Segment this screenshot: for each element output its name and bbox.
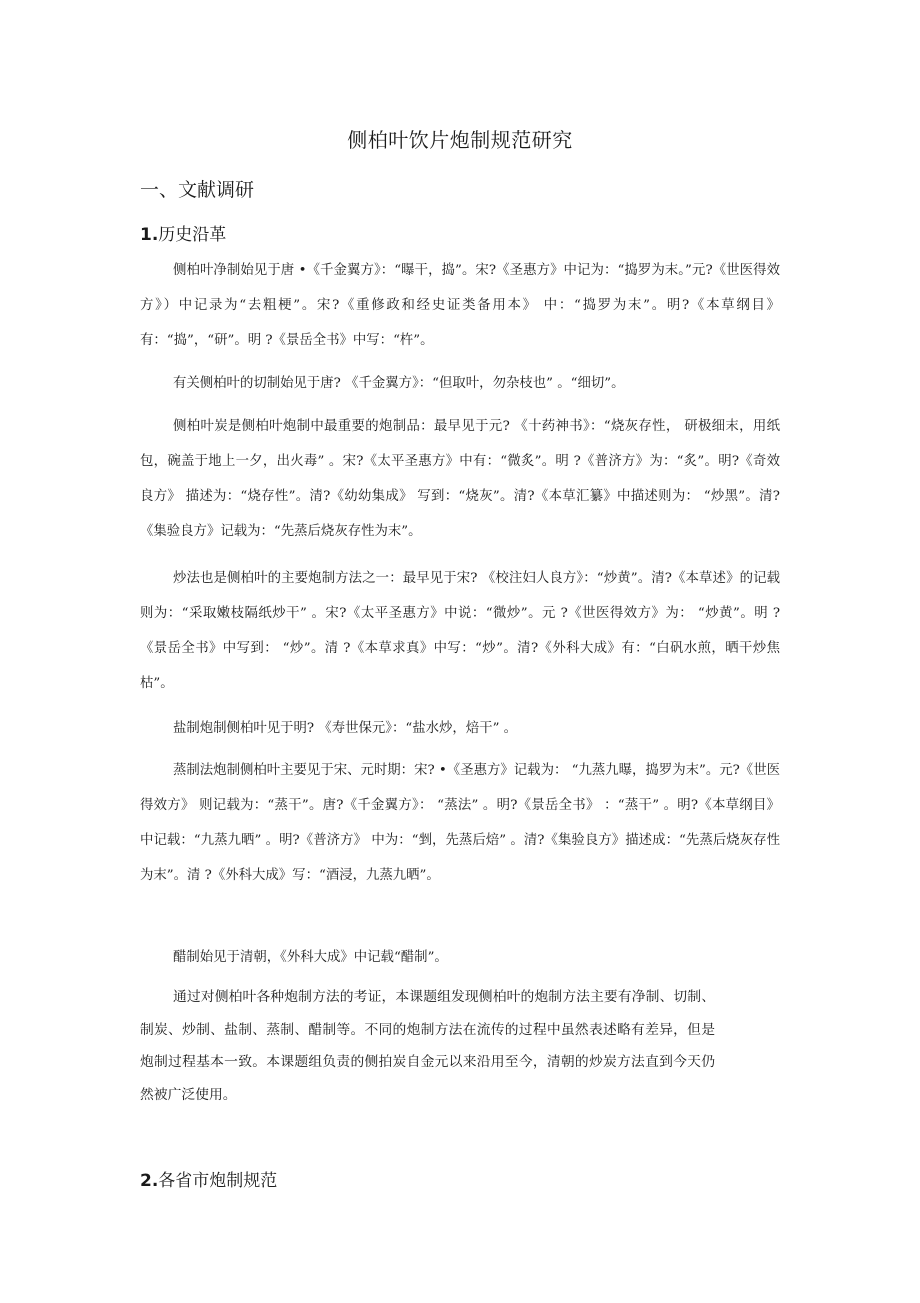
paragraph-cleaning: 侧柏叶净制始见于唐 •《千金翼方》：“曝干，捣”。宋?《圣惠方》中记为：“捣罗为末。”元?《世医得效方》）中记录为“去粗梗”。宋?《重修政和经史证类备用本》 中：“捣罗为末”。明?《本草纲目》有：“捣”，“研”。明 ?《景岳全书》中写：“杵”。 [140, 263, 780, 348]
paragraph-vinegar: 醋制始见于清朝，《外科大成》中记载“醋制”。 [173, 950, 448, 965]
paragraph-stir-fry: 炒法也是侧柏叶的主要炮制方法之一：最早见于宋? 《校注妇人良方》：“炒黄”。清?《本草述》的记载则为：“采取嫩枝隔纸炒干” 。宋?《太平圣惠方》中说：“微炒”。元 ?《世医得效方》为： “炒黄”。明 ?《景岳全书》中写到： “炒”。清 ?《本草求真》中写：“炒”。清?《外科大成》有：“白矾水煎，晒干炒焦枯”。 [140, 571, 780, 691]
paragraph-cutting: 有关侧柏叶的切制始见于唐? 《千金翼方》：“但取叶，勿杂枝也” 。“细切”。 [173, 376, 625, 391]
paragraph-steaming: 蒸制法炮制侧柏叶主要见于宋、元时期：宋? •《圣惠方》记载为： “九蒸九曝，捣罗为末”。元?《世医得效方》 则记载为：“蒸干”。唐?《千金翼方》： “蒸法” 。明?《景岳全书》 ：“蒸干” 。明?《本草纲目》 中记载：“九蒸九晒” 。明?《普济方》 中为：“剉，先蒸后焙” 。清?《集验良方》描述成：“先蒸后烧灰存性为末”。清 ?《外科大成》写：“酒浸，九蒸九晒”。 [140, 763, 780, 883]
paragraph-charcoal: 侧柏叶炭是侧柏叶炮制中最重要的炮制品：最早见于元? 《十药神书》：“烧灰存性， 研极细末，用纸包，碗盖于地上一夕，出火毒” 。宋?《太平圣惠方》中有：“微炙”。明 ?《普济方》为：“炙”。明?《奇效良方》 描述为：“烧存性”。清?《幼幼集成》 写到：“烧灰”。清?《本草汇纂》中描述则为： “炒黑”。清?《集验良方》记载为：“先蒸后烧灰存性为末”。 [140, 419, 780, 539]
subsection-label: 各省市炮制规范 [158, 1171, 278, 1191]
subsection-heading-provincial [140, 1166, 277, 1191]
paragraph-salt: 盐制炮制侧柏叶见于明? 《寿世保元》：“盐水炒，焙干” 。 [173, 721, 518, 736]
section-heading-literature: 一、文献调研 [140, 179, 255, 201]
subsection-label: 历史沿革 [158, 225, 227, 245]
subsection-number: 1. [140, 225, 159, 245]
subsection-heading-history [140, 220, 226, 245]
subsection-number: 2. [140, 1171, 159, 1191]
paragraph-summary: 通过对侧柏叶各种炮制方法的考证，本课题组发现侧柏叶的炮制方法主要有净制、切制、制炭、炒制、盐制、蒸制、醋制等。不同的炮制方法在流传的过程中虽然表述略有差异，但是炮制过程基本一致。本课题组负责的侧拍炭自金元以来沿用至今，清朝的炒炭方法直到今天仍然被广泛使用。 [140, 989, 715, 1103]
page-title: 侧柏叶饮片炮制规范研究 [347, 128, 573, 152]
